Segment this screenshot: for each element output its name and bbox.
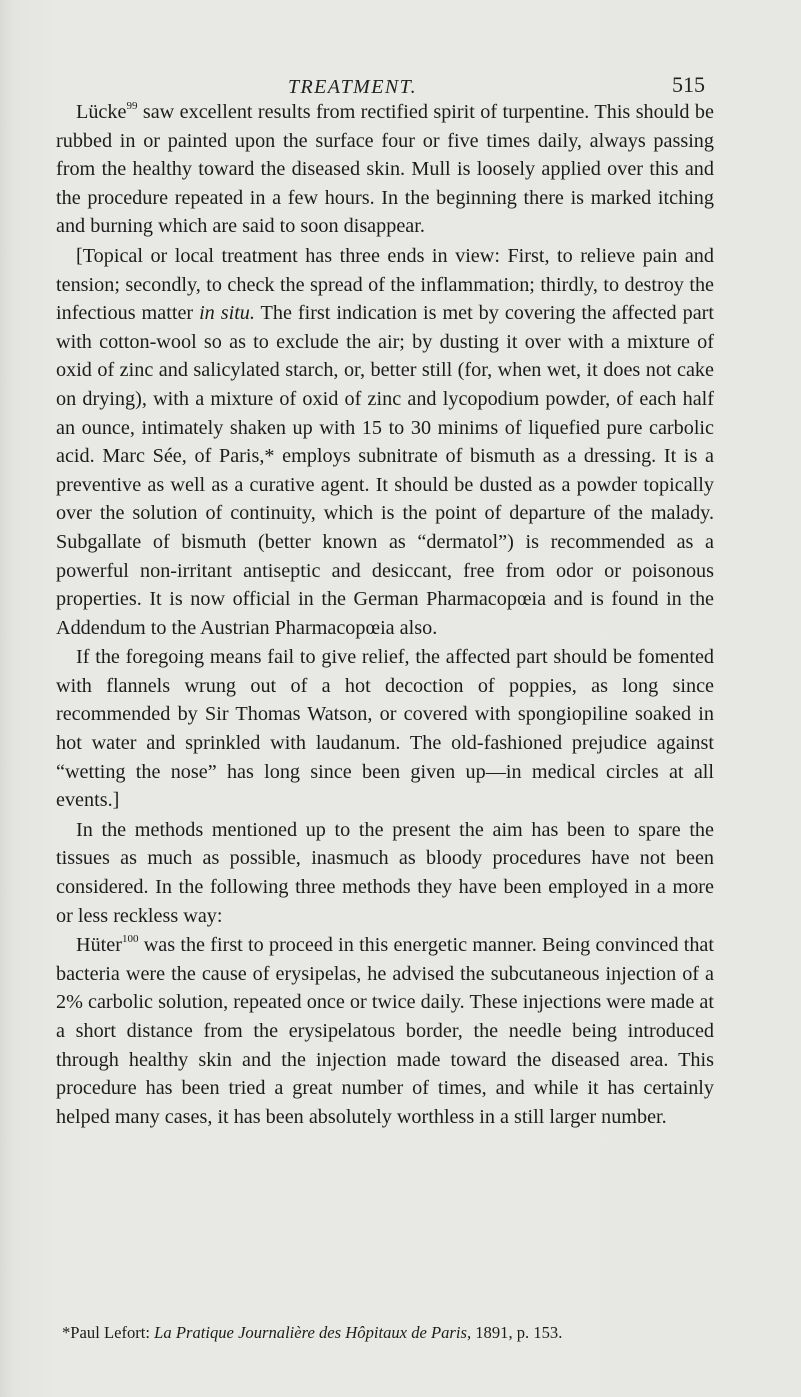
running-title: TREATMENT. <box>288 76 418 98</box>
paragraph-text: The first indication is met by covering the affected part with cotton-wool so as to exclude the air; by dusting it over with a mixture of oxid of zinc and salicylated starch, or, better still (for, when wet, it does not cake on drying), with a mixture of oxid of zinc and lycopodium powder, of each half an ounce, intimately shaken up with 15 to 30 minims of liquefied pure carbolic acid. Marc Sée, of Paris,* employs subnitrate of bismuth as a dressing. It is a preventive as well as a curative agent. It should be dusted as a powder topically over the solution of continuity, which is the point of departure of the malady. Subgallate of bismuth (better known as “dermatol”) is recommended as a powerful non-irritant antiseptic and desiccant, free from odor or poisonous properties. It is now official in the German Pharmacopœia and is found in the Addendum to the Austrian Pharmacopœia also. <box>56 302 714 639</box>
page-number: 515 <box>672 72 705 97</box>
paragraph-text: was the first to proceed in this energetic manner. Being convinced that bacteria were the cause of erysipelas, he advised the subcutaneous injection of a 2% carbolic solution, repeated once or twice daily. These injections were made at a short distance from the erysipelatous border, the needle being introduced through healthy skin and the injection made toward the diseased area. This procedure has been tried a great number of times, and while it has certainly helped many cases, it has been absolutely worthless in a still larger number. <box>56 934 714 1128</box>
paragraph-text: saw excellent results from rectified spirit of turpentine. This should be rubbed in or painted upon the surface four or five times daily, always passing from the healthy toward the diseased skin. Mull is loosely applied over this and the procedure repeated in a few hours. In the beginning there is marked itching and burning which are said to soon disappear. <box>56 101 714 238</box>
paragraph-lucke <box>56 98 714 241</box>
author-name: Lücke <box>76 101 127 123</box>
italic-phrase: in situ. <box>199 302 255 325</box>
body-text <box>56 98 714 1131</box>
reference-marker: 99 <box>126 100 138 112</box>
paragraph-text: If the foregoing means fail to give relief, the affected part should be fomented with flannels wrung out of a hot decoction of poppies, as long since recommended by Sir Thomas Watson, or covered with spongiopiline soaked in hot water and sprinkled with laudanum. The old-fashioned prejudice against “wetting the nose” has long since been given up—in medical circles at all events.] <box>56 646 714 812</box>
paragraph-huter <box>56 931 714 1131</box>
footnote-work-title: La Pratique Journalière des Hôpitaux de Paris, <box>154 1323 472 1342</box>
paragraph-fomentation <box>56 643 714 815</box>
paragraph-topical-treatment <box>56 242 714 642</box>
reference-marker: 100 <box>121 933 139 946</box>
paragraph-text: In the methods mentioned up to the present the aim has been to spare the tissues as much as possible, inasmuch as bloody procedures have not been considered. In the following three methods they have been employed in a more or less reckless way: <box>56 818 714 927</box>
footnote <box>62 1322 714 1344</box>
footnote-author: *Paul Lefort: <box>62 1323 155 1342</box>
footnote-details: 1891, p. 153. <box>471 1323 563 1342</box>
paragraph-methods <box>56 816 714 930</box>
paragraph-text: [Topical or local treatment has three ends in view: First, to relieve pain and tension; secondly, to check the spread of the inflammation; thirdly, to destroy the infectious matter <box>56 244 714 325</box>
author-name: Hüter <box>76 934 122 957</box>
